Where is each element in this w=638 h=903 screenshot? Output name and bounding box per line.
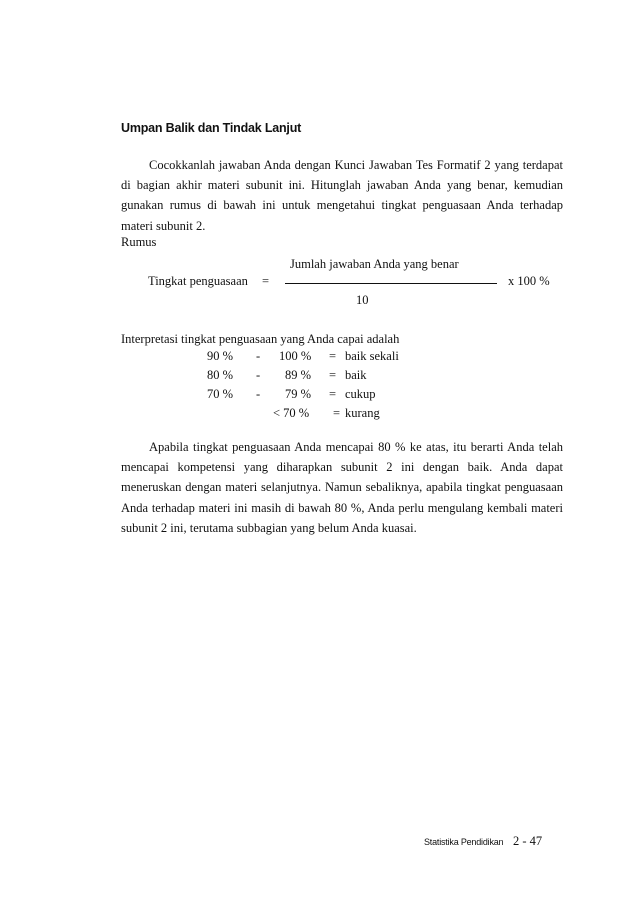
fraction-bar: [285, 283, 497, 284]
footer-book-title: Statistika Pendidikan: [424, 837, 504, 847]
range-dash: -: [256, 368, 261, 382]
range-low: 90 %: [207, 349, 234, 363]
range-equals: =: [329, 349, 337, 363]
page-number: 2 - 47: [513, 834, 543, 848]
section-heading: Umpan Balik dan Tindak Lanjut: [121, 121, 302, 135]
range-high: < 70 %: [273, 406, 310, 420]
range-high: 100 %: [279, 349, 312, 363]
formula-lhs: Tingkat penguasaan: [148, 274, 248, 288]
range-high: 89 %: [285, 368, 312, 382]
range-label: cukup: [345, 387, 376, 401]
range-low: 70 %: [207, 387, 234, 401]
formula-label: Rumus: [121, 235, 157, 249]
instruction-paragraph: Cocokkanlah jawaban Anda dengan Kunci Jawaban Tes Formatif 2 yang terdapat di bagian akhir materi subunit ini. Hitunglah jawaban Anda yang benar, kemudian gunakan rumus di bawah ini untuk mengetahui tingkat penguasaan Anda terhadap materi subunit 2.: [121, 158, 563, 233]
range-label: baik: [345, 368, 367, 382]
interpretation-intro: Interpretasi tingkat penguasaan yang Anda capai adalah: [121, 332, 400, 346]
range-label: baik sekali: [345, 349, 399, 363]
range-label: kurang: [345, 406, 380, 420]
formula-numerator: Jumlah jawaban Anda yang benar: [290, 257, 459, 271]
range-dash: -: [256, 387, 261, 401]
formula-equals: =: [262, 274, 270, 288]
range-high: 79 %: [285, 387, 312, 401]
range-equals: =: [329, 387, 337, 401]
range-dash: -: [256, 349, 261, 363]
conclusion-paragraph: Apabila tingkat penguasaan Anda mencapai 80 % ke atas, itu berarti Anda telah mencapai kompetensi yang diharapkan subunit 2 ini dengan baik. Anda dapat meneruskan dengan materi selanjutnya. Namun sebaliknya, apabila tingkat penguasaan Anda terhadap materi ini masih di bawah 80 %, Anda perlu mengulang kembali materi subunit 2 ini, terutama subbagian yang belum Anda kuasai.: [121, 440, 563, 535]
formula-denominator: 10: [356, 293, 369, 307]
range-equals: =: [333, 406, 341, 420]
range-low: 80 %: [207, 368, 234, 382]
range-equals: =: [329, 368, 337, 382]
formula-multiplier: x 100 %: [508, 274, 550, 288]
